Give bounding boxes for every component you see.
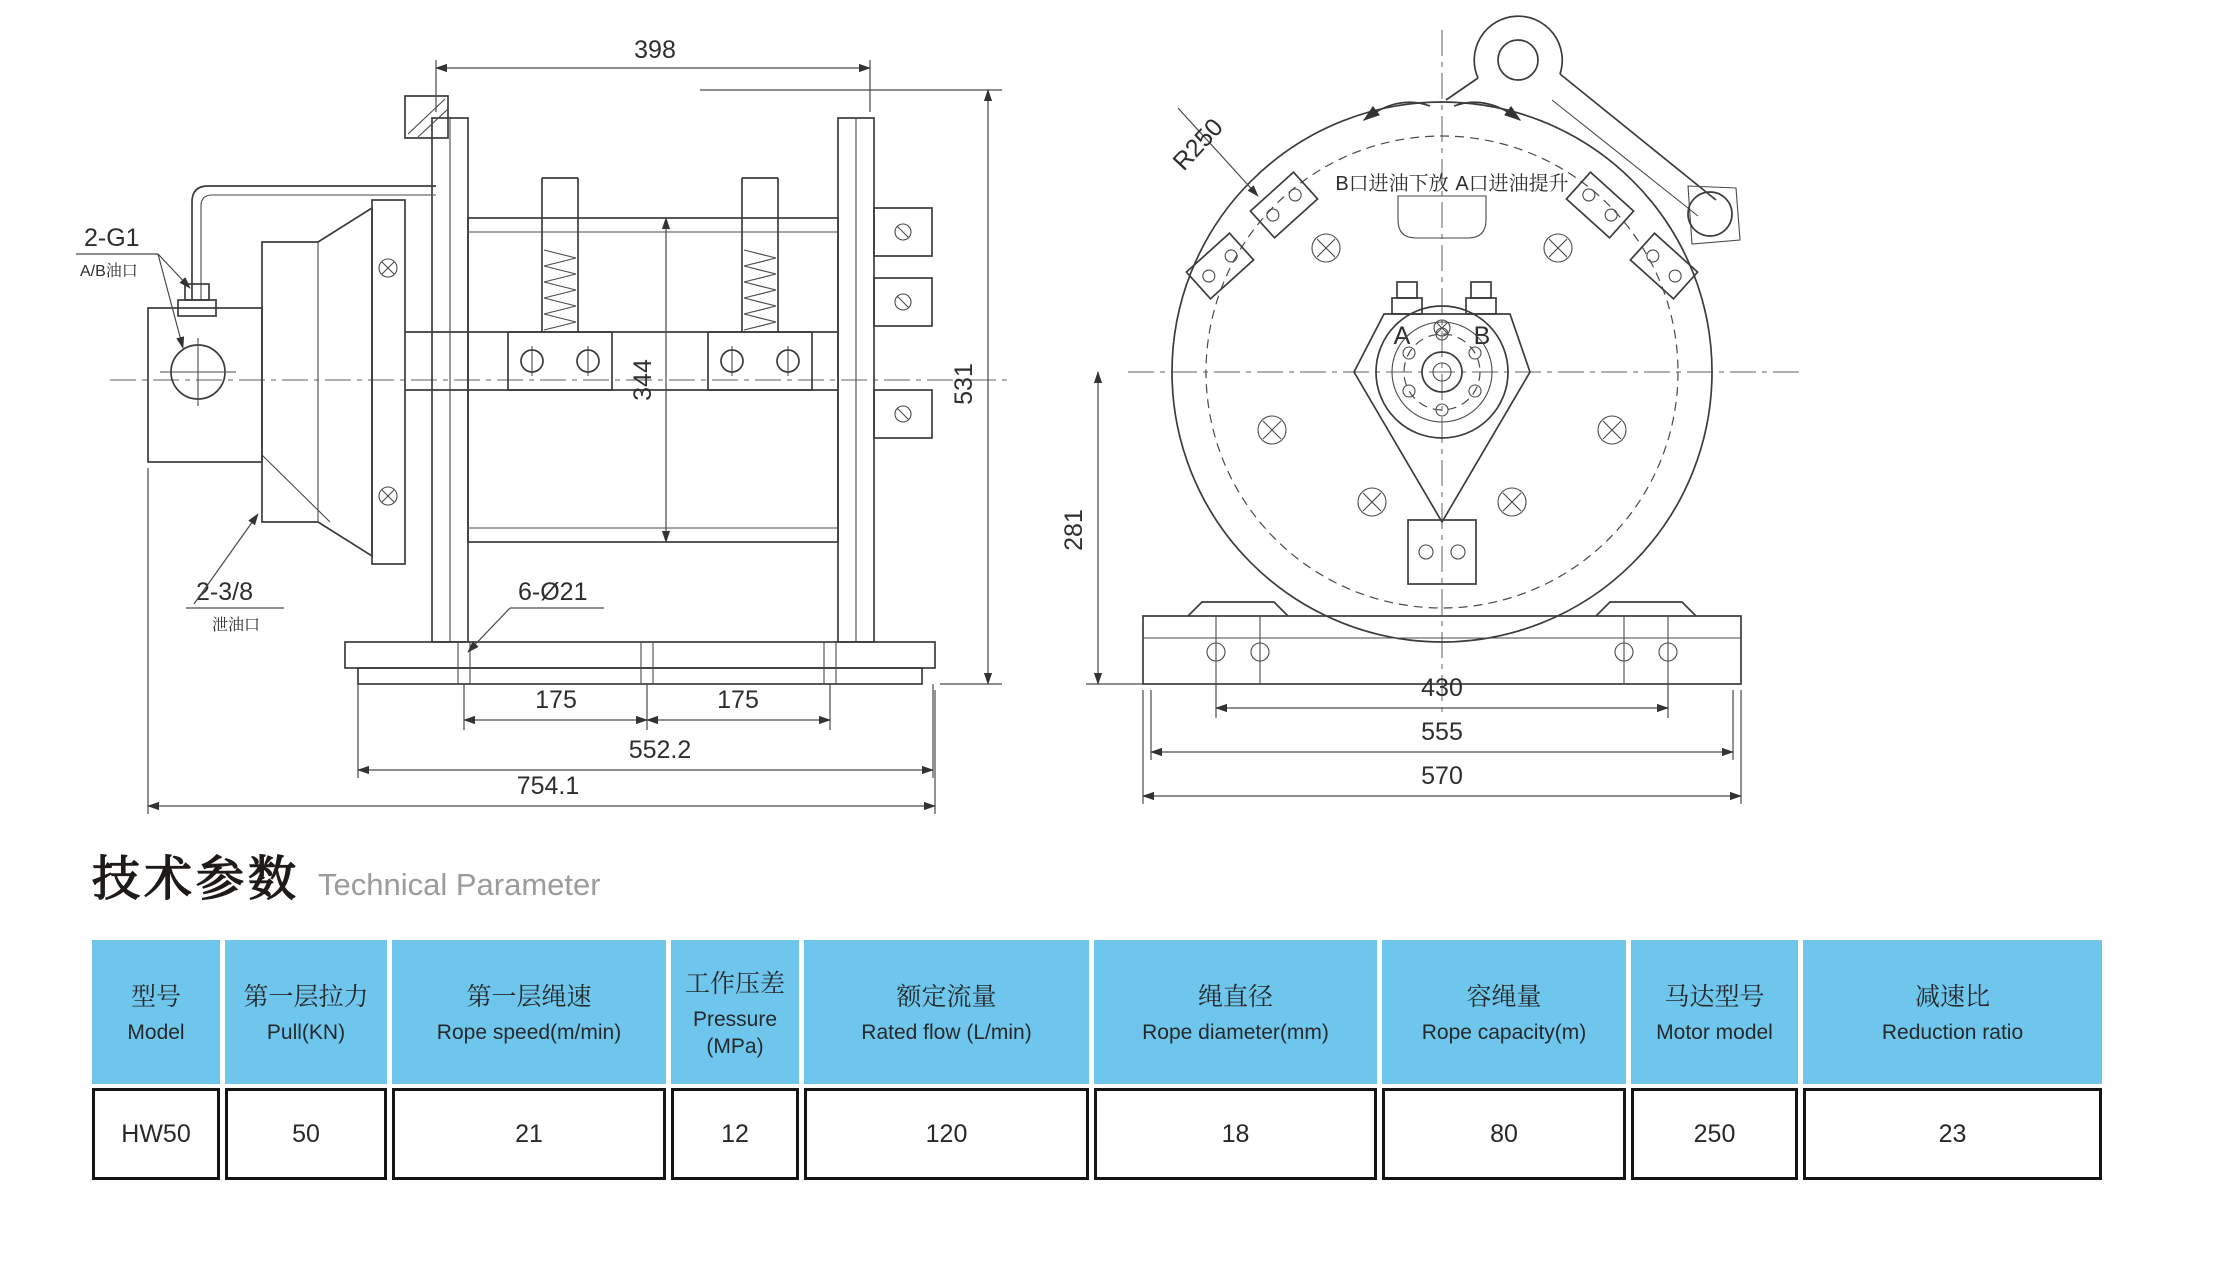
svg-text:398: 398: [634, 36, 676, 64]
cell-motor-model: 250: [1631, 1088, 1798, 1180]
section-title: [92, 840, 601, 909]
cell-model: HW50: [92, 1088, 220, 1180]
header-motor-model-zh: 马达型号: [1664, 983, 1765, 1012]
svg-text:552.2: 552.2: [628, 736, 692, 764]
dim-base-width: [358, 684, 933, 778]
cell-rope-diameter: 18: [1094, 1088, 1377, 1180]
hydraulic-pipe: [178, 186, 436, 316]
rope-clamp-right: [708, 178, 812, 390]
svg-text:R250: R250: [1167, 113, 1229, 176]
svg-text:531: 531: [950, 363, 978, 405]
winch-front-view: [1060, 16, 1800, 804]
dim-hole-pitches: [464, 684, 830, 730]
header-rope-diameter-en: Rope diameter(mm): [1142, 1021, 1329, 1045]
motor-housing: [262, 200, 405, 564]
port-a-label: A: [1393, 322, 1411, 350]
svg-text:754.1: 754.1: [516, 772, 580, 800]
callout-oil-ports: [76, 224, 190, 348]
header-motor-model: [1631, 940, 1798, 1084]
bearing-block: [405, 96, 448, 138]
brake-brackets: [874, 208, 932, 438]
port-b-label: B: [1473, 322, 1491, 350]
port-block: [148, 308, 330, 522]
header-model-en: Model: [127, 1021, 185, 1045]
rope-clamp-left: [508, 178, 612, 390]
header-reduction-ratio-en: Reduction ratio: [1881, 1021, 2024, 1045]
svg-text:281: 281: [1060, 509, 1088, 551]
cell-rope-capacity: 80: [1382, 1088, 1626, 1180]
dim-overall-height: [700, 90, 1002, 684]
header-pull-zh: 第一层拉力: [243, 983, 369, 1012]
cell-pull: 50: [225, 1088, 387, 1180]
section-title-zh: 技术参数: [92, 853, 301, 906]
cell-rated-flow: 120: [804, 1088, 1089, 1180]
header-pull: [225, 940, 387, 1084]
header-reduction-ratio-zh: 减速比: [1914, 983, 1990, 1012]
cell-reduction-ratio: 23: [1803, 1088, 2102, 1180]
header-model-zh: 型号: [130, 983, 181, 1012]
header-rope-capacity-en: Rope capacity(m): [1421, 1021, 1587, 1045]
lifting-arm: [1446, 16, 1740, 244]
callout-mount-holes: [468, 578, 604, 652]
dim-flange-radius: [1168, 108, 1258, 196]
cell-rope-speed: 21: [392, 1088, 666, 1180]
header-rated-flow-zh: 额定流量: [896, 983, 997, 1012]
rotation-arrows: [1335, 102, 1568, 238]
base-frame-side: [345, 642, 935, 684]
header-rope-capacity-zh: 容绳量: [1466, 983, 1542, 1012]
header-pressure: [671, 940, 799, 1084]
svg-text:570: 570: [1421, 762, 1463, 790]
header-rope-speed-en: Rope speed(m/min): [436, 1021, 622, 1045]
header-rope-capacity: [1382, 940, 1626, 1084]
callout-mount-holes-text: 6-Ø21: [518, 578, 588, 606]
header-rated-flow-en: Rated flow (L/min): [861, 1021, 1032, 1045]
header-pressure-en: Pressure (MPa): [692, 1008, 778, 1058]
header-rope-speed-zh: 第一层绳速: [466, 983, 592, 1012]
rotation-label-ccw: B口进油下放: [1335, 173, 1449, 195]
header-reduction-ratio: [1803, 940, 2102, 1084]
svg-text:555: 555: [1421, 718, 1463, 746]
tie-bar: [405, 332, 838, 390]
header-rated-flow: [804, 940, 1089, 1084]
svg-text:430: 430: [1421, 674, 1463, 702]
header-pull-en: Pull(KN): [266, 1021, 346, 1045]
svg-text:175: 175: [535, 686, 577, 714]
svg-text:344: 344: [629, 359, 657, 401]
winch-side-view: [76, 36, 1010, 814]
dim-overall-length: [148, 468, 935, 814]
header-rope-speed: [392, 940, 666, 1084]
callout-drain-port: [186, 514, 284, 634]
header-model: [92, 940, 220, 1084]
parameter-table-grid: [92, 940, 2102, 1180]
header-motor-model-en: Motor model: [1656, 1021, 1773, 1045]
header-rope-diameter: [1094, 940, 1377, 1084]
rotation-label-cw: A口进油提升: [1455, 173, 1569, 195]
section-title-en: Technical Parameter: [318, 867, 601, 902]
callout-drain-thread: 2-3/8: [196, 578, 253, 606]
callout-drain-name: 泄油口: [212, 617, 261, 634]
cell-pressure: 12: [671, 1088, 799, 1180]
svg-text:175: 175: [717, 686, 759, 714]
header-rope-diameter-zh: 绳直径: [1197, 983, 1273, 1012]
dim-drum-length: [436, 36, 870, 112]
callout-ports-thread: 2-G1: [84, 224, 140, 252]
dim-center-height: [1060, 372, 1143, 684]
parameter-table: [92, 940, 2102, 1180]
callout-ports-name: A/B油口: [80, 263, 138, 280]
header-pressure-zh: 工作压差: [684, 970, 785, 999]
